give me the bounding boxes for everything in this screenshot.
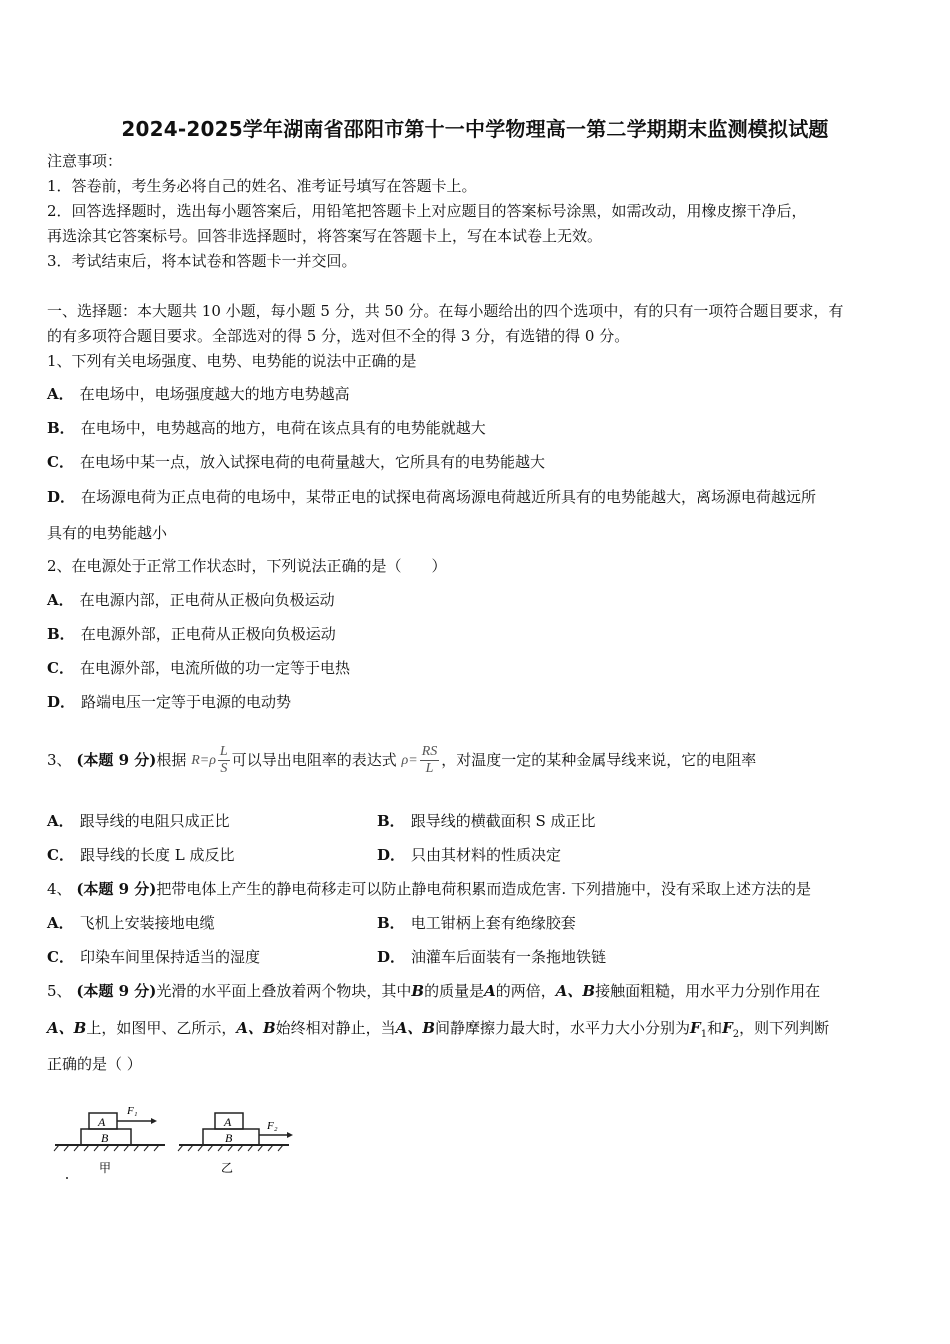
option-text: 跟导线的横截面积 S 成正比 — [410, 812, 596, 830]
block-b-label: B — [101, 1131, 109, 1145]
option-text: 印染车间里保持适当的湿度 — [79, 948, 260, 966]
q2-option-c — [47, 658, 350, 678]
q5-text: 间静摩擦力最大时，水平力大小分别为 — [435, 1019, 691, 1037]
option-text: 飞机上安装接地电缆 — [79, 914, 215, 932]
q4-option-a — [47, 913, 215, 933]
q4-option-b — [377, 913, 576, 933]
var-f2-sub: 2 — [732, 1029, 740, 1040]
option-text: 在电场中某一点，放入试探电荷的电荷量越大，它所具有的电势能越大 — [79, 453, 545, 471]
arrowhead — [287, 1132, 293, 1138]
var-ab: A、B — [555, 982, 596, 1000]
option-letter: A． — [47, 812, 74, 830]
q3-score: (本题 9 分) — [76, 751, 157, 769]
option-text: 油灌车后面装有一条拖地铁链 — [411, 948, 607, 966]
q4-option-d — [377, 947, 606, 967]
resistivity-formula — [402, 741, 442, 781]
option-letter: B． — [47, 625, 75, 643]
q5-score: (本题 9 分) — [76, 982, 157, 1000]
q4-option-c — [47, 947, 260, 967]
option-text: 跟导线的电阻只成正比 — [79, 812, 230, 830]
q3-number: 3、 — [47, 751, 72, 769]
option-letter: B． — [377, 914, 405, 932]
option-text: 跟导线的长度 L 成反比 — [79, 846, 235, 864]
q5-text: 始终相对静止，当 — [275, 1019, 396, 1037]
q5-number: 5、 — [47, 982, 72, 1000]
q2-option-b — [47, 624, 336, 644]
notice-item-1: 1．答卷前，考生务必将自己的姓名、准考证号填写在答题卡上。 — [47, 177, 477, 195]
q5-stem-line-1 — [47, 981, 820, 1001]
figure-label-jia: 甲 — [99, 1161, 112, 1175]
fraction — [218, 744, 230, 777]
option-text: 在电场中，电势越高的地方，电荷在该点具有的电势能就越大 — [80, 419, 486, 437]
q1-stem: 1、下列有关电场强度、电势、电势能的说法中正确的是 — [47, 352, 417, 370]
force-label-f1: F₁ — [127, 1105, 138, 1117]
resistance-formula — [191, 741, 232, 781]
option-text: 路端电压一定等于电源的电动势 — [81, 693, 292, 711]
formula-left: ρ= — [401, 753, 418, 768]
fraction-denominator: S — [220, 761, 228, 777]
q1-option-a — [47, 384, 350, 404]
q5-text: 的质量是 — [424, 982, 485, 1000]
q3-option-d — [377, 845, 561, 865]
q5-text: ，则下列判断 — [739, 1019, 830, 1037]
option-text: 在电源外部，电流所做的功一定等于电热 — [79, 659, 350, 677]
notice-item-2-cont: 再选涂其它答案标号。回答非选择题时，将答案写在答题卡上，写在本试卷上无效。 — [47, 227, 603, 245]
option-letter: A． — [47, 385, 74, 403]
q3-stem — [47, 740, 756, 781]
q2-stem: 2、在电源处于正常工作状态时，下列说法正确的是（ ） — [47, 557, 447, 575]
q4-number: 4、 — [47, 880, 72, 898]
option-text: 在电场中，电场强度越大的地方电势越高 — [79, 385, 350, 403]
arrowhead — [151, 1118, 157, 1124]
q1-option-b — [47, 418, 486, 438]
notice-item-3: 3．考试结束后，将本试卷和答题卡一并交回。 — [47, 252, 357, 270]
force-label-f2: F₂ — [267, 1120, 278, 1132]
figure-jia — [54, 1105, 165, 1179]
option-letter: A． — [47, 591, 74, 609]
fraction-numerator: L — [219, 744, 228, 760]
formula-left: R=ρ — [191, 753, 216, 768]
q3-text-1: 根据 — [156, 751, 187, 769]
var-b: B — [411, 982, 425, 1000]
var-a: A — [484, 982, 496, 1000]
figure-yi — [178, 1113, 293, 1175]
q5-stem-line-2 — [47, 1018, 829, 1045]
figure-label-yi: 乙 — [221, 1161, 234, 1175]
q3-text-2: 可以导出电阻率的表达式 — [231, 751, 397, 769]
var-ab: A、B — [47, 1019, 87, 1037]
q4-score: (本题 9 分) — [76, 880, 157, 898]
block-figure — [47, 1098, 307, 1183]
option-letter: D． — [377, 846, 406, 864]
q5-text: 上，如图甲、乙所示， — [86, 1019, 237, 1037]
option-letter: C． — [47, 659, 74, 677]
option-letter: C． — [47, 948, 74, 966]
option-letter: C． — [47, 846, 74, 864]
section-instructions-1: 一、选择题：本大题共 10 小题，每小题 5 分，共 50 分。在每小题给出的四个选项中，有的只有一项符合题目要求，有 — [47, 302, 844, 320]
q3-option-b — [377, 811, 596, 831]
option-letter: D． — [47, 693, 76, 711]
q1-option-d-cont: 具有的电势能越小 — [47, 524, 168, 542]
q5-text: 和 — [707, 1019, 723, 1037]
option-text: 在电源内部，正电荷从正极向负极运动 — [79, 591, 335, 609]
option-letter: B． — [377, 812, 405, 830]
option-text: 只由其材料的性质决定 — [411, 846, 562, 864]
option-letter: D． — [47, 488, 76, 506]
notice-item-2: 2．回答选择题时，选出每小题答案后，用铅笔把答题卡上对应题目的答案标号涂黑，如需改动，用橡皮擦干净后， — [47, 202, 807, 220]
fraction-denominator: L — [425, 761, 434, 777]
section-instructions-2: 的有多项符合题目要求。全部选对的得 5 分，选对但不全的得 3 分，有选错的得 0 分。 — [47, 327, 630, 345]
var-ab: A、B — [395, 1019, 436, 1037]
q2-option-d — [47, 692, 291, 712]
option-text: 电工钳柄上套有绝缘胶套 — [410, 914, 576, 932]
q1-option-d — [47, 487, 816, 507]
block-a-label: A — [98, 1115, 106, 1129]
q4-text: 把带电体上产生的静电荷移走可以防止静电荷积累而造成危害. 下列措施中，没有采取上述方法的是 — [156, 880, 811, 898]
option-letter: C． — [47, 453, 74, 471]
q5-text: 光滑的水平面上叠放着两个物块，其中 — [156, 982, 412, 1000]
var-f2: F — [722, 1019, 733, 1037]
stray-dot — [66, 1177, 68, 1179]
exam-title: 2024-2025学年湖南省邵阳市第十一中学物理高一第二学期期末监测模拟试题 — [121, 117, 829, 141]
q5-text: 接触面粗糙，用水平力分别作用在 — [595, 982, 821, 1000]
var-ab: A、B — [236, 1019, 276, 1037]
notice-heading: 注意事项： — [47, 152, 123, 170]
q3-option-a — [47, 811, 230, 831]
q5-text: 的两倍， — [495, 982, 556, 1000]
option-letter: D． — [377, 948, 406, 966]
option-text: 在电源外部，正电荷从正极向负极运动 — [80, 625, 336, 643]
block-a-label: A — [224, 1115, 232, 1129]
var-f1: F — [690, 1019, 701, 1037]
fraction-numerator: RS — [421, 744, 438, 760]
q4-stem — [47, 879, 811, 899]
q3-text-3: ，对温度一定的某种金属导线来说，它的电阻率 — [441, 751, 757, 769]
q1-option-c — [47, 452, 545, 472]
option-text: 在场源电荷为正点电荷的电场中，某带正电的试探电荷离场源电荷越近所具有的电势能越大，离场源电荷越远所 — [81, 488, 817, 506]
option-letter: B． — [47, 419, 75, 437]
q5-stem-line-3: 正确的是（ ） — [47, 1055, 142, 1073]
q2-option-a — [47, 590, 335, 610]
var-f1-sub: 1 — [700, 1029, 708, 1040]
block-b-label: B — [225, 1131, 233, 1145]
option-letter: A． — [47, 914, 74, 932]
q3-option-c — [47, 845, 234, 865]
fraction — [420, 744, 440, 777]
